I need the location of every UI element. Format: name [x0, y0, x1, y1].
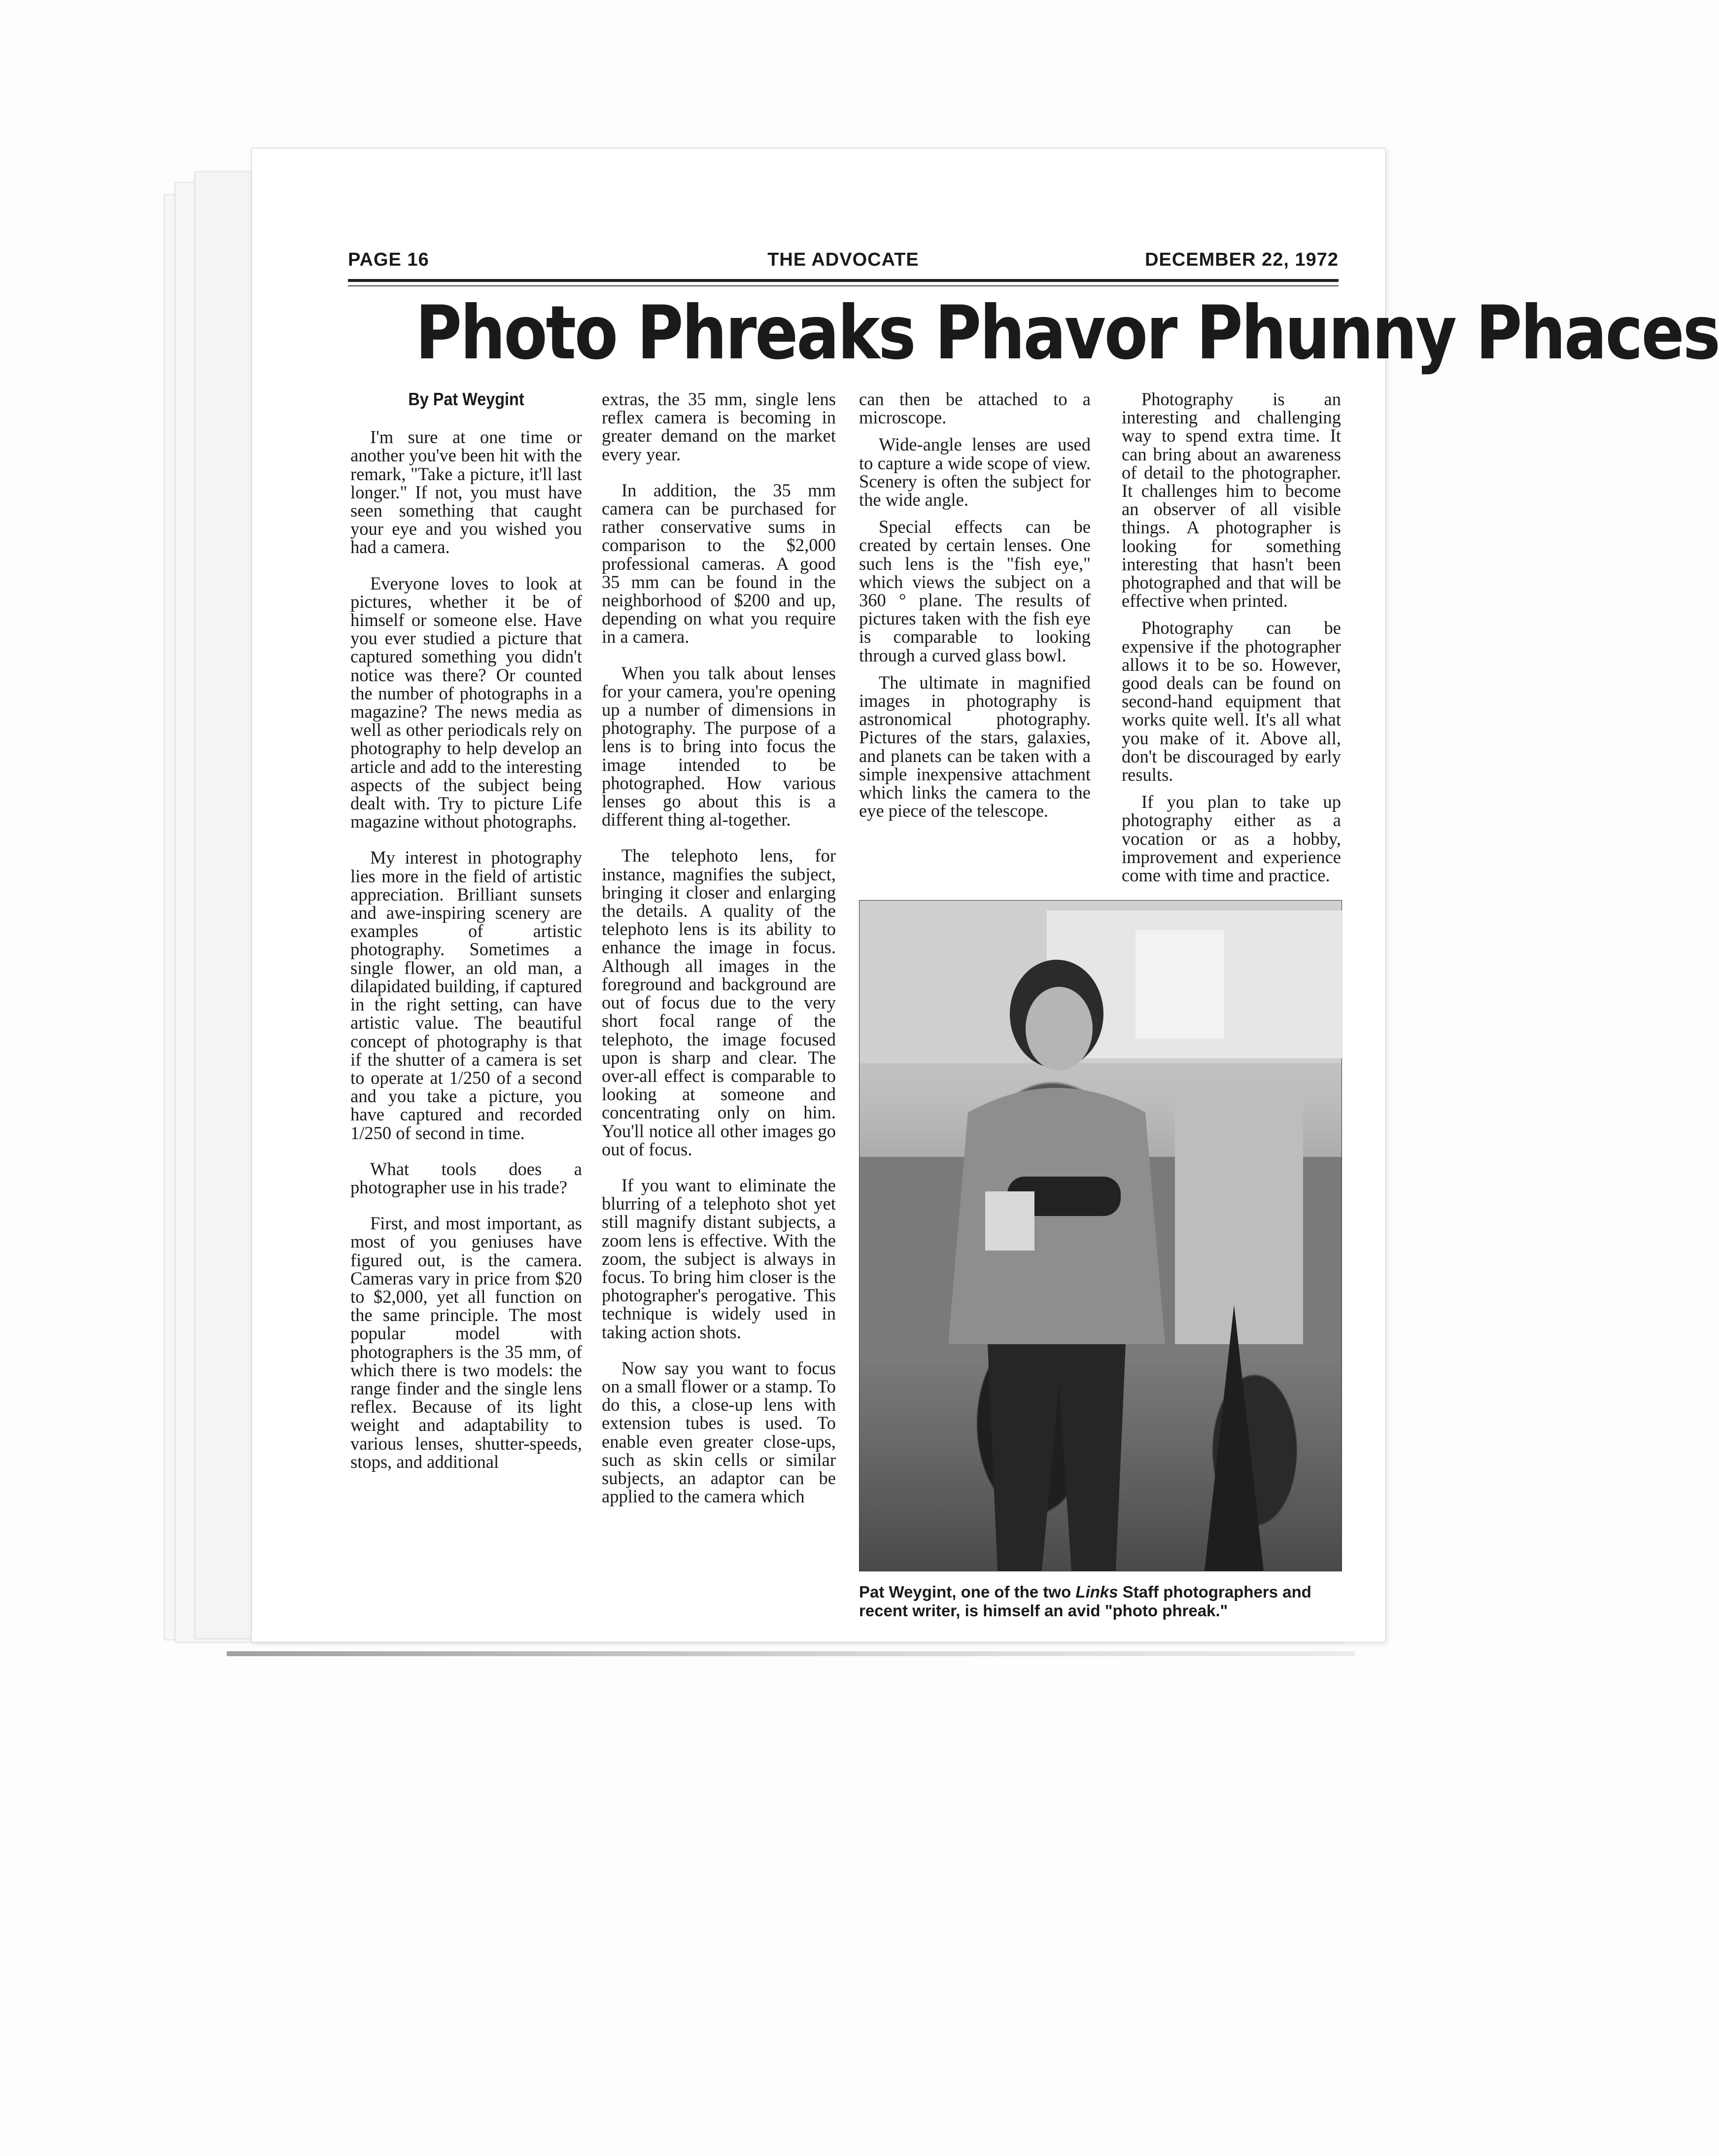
paragraph: Special effects can be created by certain lenses. One such lens is the "fish eye," which views the subject on a 360 ° plane. The results of pictures taken with the fish eye is comparable to looking through a curved glass bowl.	[859, 517, 1091, 665]
article-column-2	[602, 390, 836, 1523]
paragraph: Photography can be expensive if the photographer allows it to be so. However, good deals can be found on second-hand equipment that works quite well. It's all what you make of it. Above all, don't be discouraged by early results.	[1122, 618, 1341, 785]
paragraph: If you want to eliminate the blurring of a telephoto shot yet still magnify distant subjects, a zoom lens is effective. With the zoom, the subject is always in focus. To bring him closer is the photographer's perogative. This technique is widely used in taking action shots.	[602, 1175, 836, 1342]
newspaper-name: THE ADVOCATE	[767, 249, 919, 270]
paragraph: My interest in photography lies more in the field of artistic appreciation. Brilliant sunsets and awe-inspiring scenery are examples of artistic photography. Sometimes a single flower, an old man, a dilapidated building, if captured in the right setting, can have artistic value. The beautiful concept of photography is that if the shutter of a camera is set to operate at 1/250 of a second and you take a picture, you have captured and recorded 1/250 of second in time.	[350, 847, 582, 1143]
page-number: PAGE 16	[348, 249, 429, 270]
byline: By Pat Weygint	[408, 389, 524, 409]
paragraph: can then be attached to a microscope.	[859, 389, 1091, 428]
newspaper-page	[251, 148, 1719, 1642]
caption-text: Pat Weygint, one of the two	[859, 1583, 1076, 1601]
photographer-photo	[859, 900, 1342, 1571]
photo-caption	[859, 1583, 1347, 1620]
photo-illustration	[860, 901, 1341, 1571]
masthead-rule	[348, 279, 1339, 282]
paragraph: I'm sure at one time or another you've been hit with the remark, "Take a picture, it'll last longer." If not, you must have seen something that caught your eye and you wished you had a camera.	[350, 427, 582, 557]
article-column-4	[1122, 390, 1341, 893]
issue-date: DECEMBER 22, 1972	[1145, 249, 1339, 270]
paragraph: Wide-angle lenses are used to capture a wide scope of view. Scenery is often the subject for the wide angle.	[859, 434, 1091, 510]
scan-shadow	[227, 1651, 1355, 1656]
caption-text: Staff photographers and recent writer, is himself an avid "photo phreak."	[859, 1583, 1311, 1620]
paragraph: The ultimate in magnified images in photography is astronomical photography. Pictures of the stars, galaxies, and planets can be taken with a simple inexpensive attachment which links the camera to the eye piece of the telescope.	[859, 672, 1091, 821]
paragraph: The telephoto lens, for instance, magnifies the subject, bringing it closer and enlarging the details. A quality of the telephoto lens is its ability to enhance the image in focus. Although all images in the foreground and background are out of focus due to the very short focal range of the telephoto, the image focused upon is sharp and clear. The over-all effect is comparable to looking at someone and concentrating only on him. You'll notice all other images go out of focus.	[602, 845, 836, 1159]
article-column-3	[859, 390, 1091, 829]
paragraph: Everyone loves to look at pictures, whether it be of himself or someone else. Have you ever studied a picture that captured something you didn't notice was there? Or counted the number of photographs in a magazine? The news media as well as other periodicals rely on photography to help develop an article and add to the interesting aspects of the subject being dealt with. Try to picture Life magazine without photographs.	[350, 573, 582, 832]
masthead	[348, 249, 1339, 279]
headline: Photo Phreaks Phavor Phunny Phaces	[415, 290, 1719, 376]
paragraph: extras, the 35 mm, single lens reflex camera is becoming in greater demand on the market every year.	[602, 389, 836, 464]
paragraph: When you talk about lenses for your camera, you're opening up a number of dimensions in photography. The purpose of a lens is to bring into focus the image intended to be photographed. How various lenses go about this is a different thing al-together.	[602, 662, 836, 830]
paragraph: Now say you want to focus on a small flower or a stamp. To do this, a close-up lens with extension tubes is used. To enable even greater close-ups, such as skin cells or similar subjects, an adaptor can be applied to the camera which	[602, 1357, 836, 1507]
masthead-rule	[348, 285, 1339, 286]
paragraph: In addition, the 35 mm camera can be purchased for rather conservative sums in comparison to the $2,000 professional cameras. A good 35 mm can be found in the neighborhood of $200 and up, depending on what you require in a camera.	[602, 480, 836, 647]
paragraph: If you plan to take up photography either as a vocation or as a hobby, improvement and experience come with time and practice.	[1122, 792, 1341, 886]
paragraph: First, and most important, as most of you geniuses have figured out, is the camera. Cameras vary in price from $20 to $2,000, yet all function on the same principle. The most popular model with photographers is the 35 mm, of which there is two models: the range finder and the single lens reflex. Because of its light weight and adaptability to various lenses, shutter-speeds, stops, and additional	[350, 1213, 582, 1472]
paragraph: What tools does a photographer use in his trade?	[350, 1158, 582, 1197]
article-column-1	[350, 390, 582, 1489]
caption-italic: Links	[1075, 1583, 1118, 1601]
paragraph: Photography is an interesting and challenging way to spend extra time. It can bring about an awareness of detail to the photographer. It challenges him to become an observer of all visible things. A photographer is looking for something interesting that hasn't been photographed and that will be effective when printed.	[1122, 389, 1341, 611]
